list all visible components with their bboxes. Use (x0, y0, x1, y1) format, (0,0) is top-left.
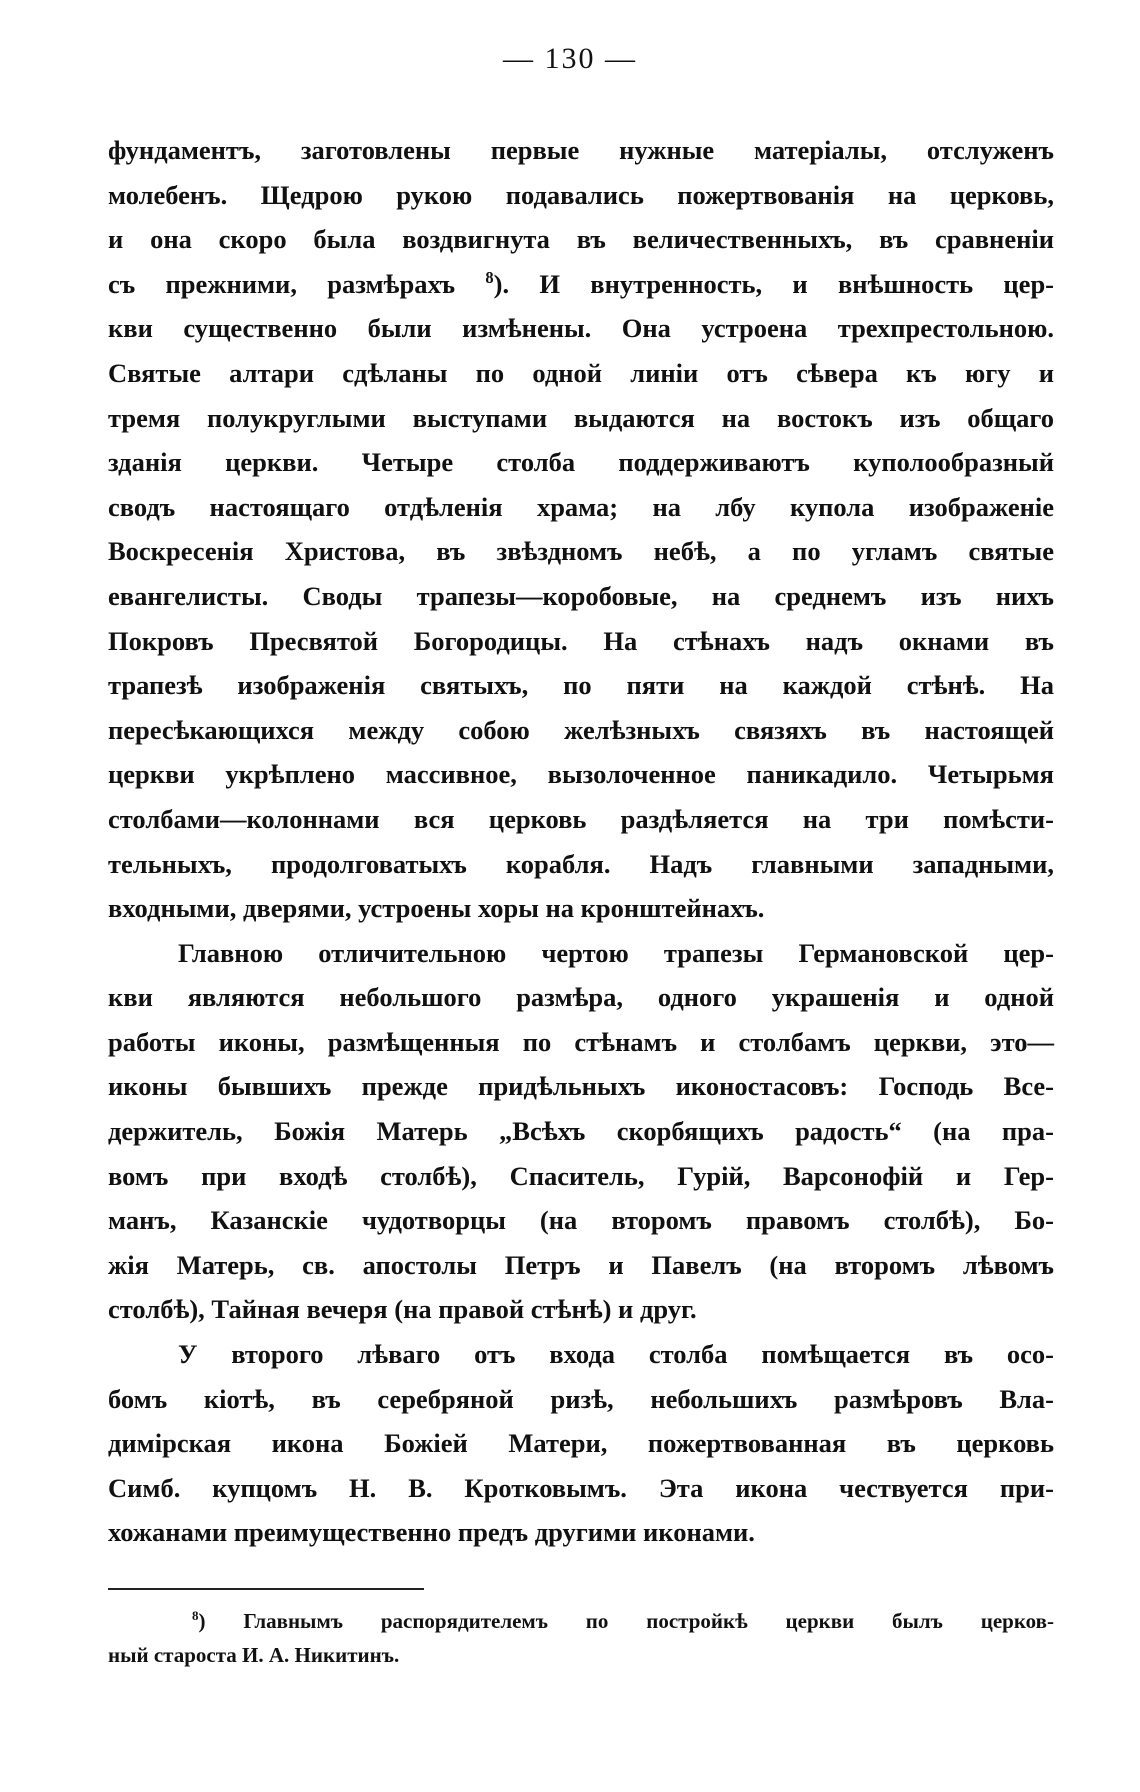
page-number: — 130 — (503, 42, 637, 75)
paragraph-3 (108, 1332, 1054, 1555)
text-line: хожанами преимущественно предъ другими иконами. (108, 1517, 755, 1548)
text-line: зданія церкви. Четыре столба поддерживаютъ куполообразный (108, 447, 1054, 478)
text-line: входными, дверями, устроены хоры на кронштейнахъ. (108, 893, 765, 924)
text-line: пересѣкающихся между собою желѣзныхъ связяхъ въ настоящей (108, 714, 1054, 745)
footnote (108, 1604, 1054, 1672)
text-line: тельныхъ, продолговатыхъ корабля. Надъ главными западными, (108, 848, 1054, 879)
footnote-marker: 8 (192, 1608, 199, 1623)
text-line: Покровъ Пресвятой Богородицы. На стѣнахъ надъ окнами въ (108, 625, 1054, 656)
text-line: церкви укрѣплено массивное, вызолоченное паникадило. Четырьмя (108, 759, 1054, 790)
text-line: Святые алтари сдѣланы по одной линіи отъ сѣвера къ югу и (108, 357, 1054, 388)
text-line: димірская икона Божіей Матери, пожертвованная въ церковь (108, 1428, 1054, 1459)
text-segment: съ прежними, размѣрахъ (108, 268, 456, 299)
text-line: Главною отличительною чертою трапезы Германовской цер- (178, 937, 1054, 968)
footnote-text: ) Главнымъ распорядителемъ по постройкѣ церкви былъ церков- (198, 1609, 1054, 1633)
paragraph-1 (108, 128, 1054, 931)
text-line: и она скоро была воздвигнута въ величественныхъ, въ сравненіи (108, 224, 1054, 255)
text-line: Симб. купцомъ Н. В. Кротковымъ. Эта икона чествуется при- (108, 1472, 1054, 1503)
footnote-divider (108, 1588, 424, 1590)
text-line: У второго лѣваго отъ входа столба помѣщается въ осо- (178, 1339, 1054, 1370)
main-text (108, 128, 1054, 1555)
text-line: работы иконы, размѣщенныя по стѣнамъ и столбамъ церкви, это— (108, 1026, 1054, 1057)
text-line: фундаментъ, заготовлены первые нужные матеріалы, отслуженъ (108, 135, 1054, 165)
text-line: бомъ кіотѣ, въ серебряной ризѣ, небольшихъ размѣровъ Вла- (108, 1383, 1054, 1414)
text-line: сводъ настоящаго отдѣленія храма; на лбу купола изображеніе (108, 491, 1054, 522)
text-line: вомъ при входѣ столбѣ), Спаситель, Гурій, Варсонофій и Гер- (108, 1160, 1054, 1191)
text-line: молебенъ. Щедрою рукою подавались пожертвованія на церковь, (108, 179, 1054, 210)
footnote-line (108, 1604, 1054, 1638)
paragraph-2 (108, 931, 1054, 1332)
text-line: кви являются небольшого размѣра, одного украшенія и одной (108, 982, 1054, 1013)
text-line: трапезѣ изображенія святыхъ, по пяти на каждой стѣнѣ. На (108, 670, 1054, 701)
text-line: евангелисты. Своды трапезы—коробовые, на среднемъ изъ нихъ (108, 580, 1054, 611)
text-line: держитель, Божія Матерь „Всѣхъ скорбящихъ радость“ (на пра- (108, 1116, 1054, 1147)
text-segment: ). И внутренность, и внѣшность цер- (493, 268, 1055, 299)
text-line: столбѣ), Тайная вечеря (на правой стѣнѣ) и друг. (108, 1294, 697, 1325)
footnote-line: ный староста И. А. Никитинъ. (108, 1643, 400, 1667)
text-line: тремя полукруглыми выступами выдаются на востокъ изъ общаго (108, 402, 1054, 433)
text-line: столбами—колоннами вся церковь раздѣляется на три помѣсти- (108, 803, 1054, 834)
footnote-reference: 8 (485, 267, 494, 287)
text-line-with-footnote-ref (108, 262, 1054, 307)
text-line: жія Матерь, св. апостолы Петръ и Павелъ (на второмъ лѣвомъ (108, 1249, 1054, 1280)
text-line: манъ, Казанскіе чудотворцы (на второмъ правомъ столбѣ), Бо- (108, 1205, 1054, 1236)
text-line: Воскресенія Христова, въ звѣздномъ небѣ, а по угламъ святые (108, 536, 1054, 567)
text-line: иконы бывшихъ прежде придѣльныхъ иконостасовъ: Господь Все- (108, 1071, 1054, 1102)
text-line: кви существенно были измѣнены. Она устроена трехпрестольною. (108, 313, 1054, 344)
